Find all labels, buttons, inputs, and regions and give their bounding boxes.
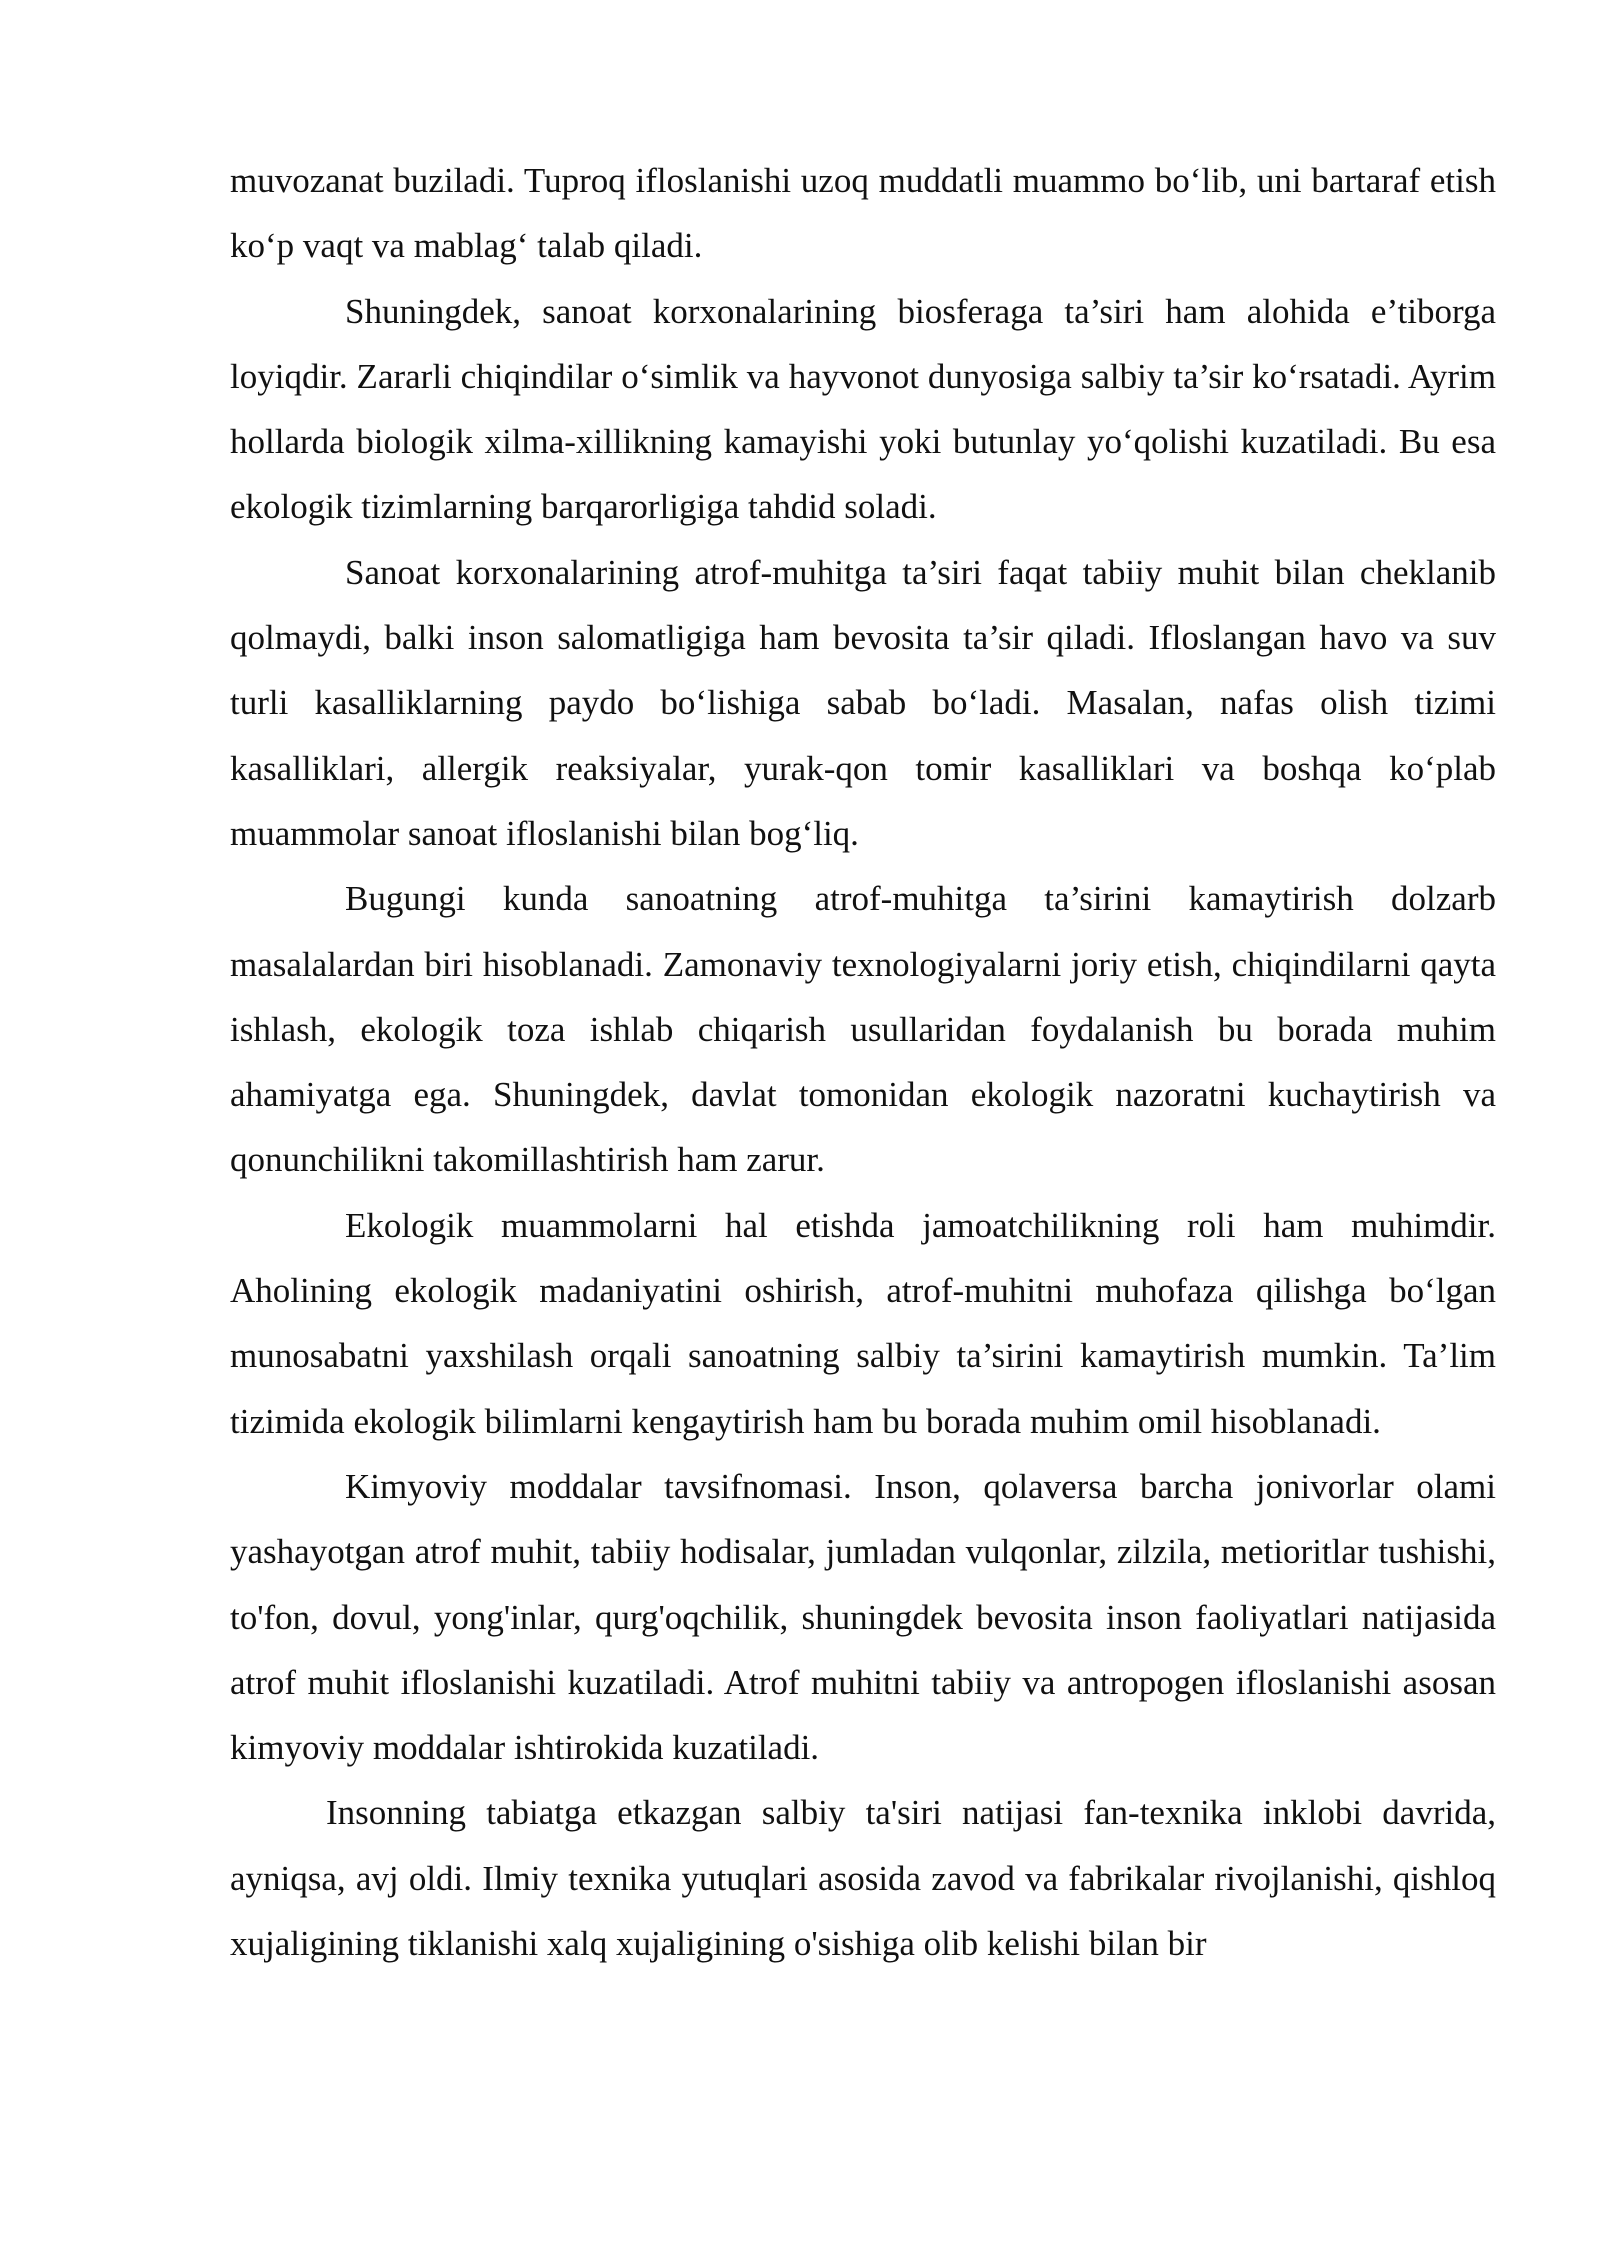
paragraph-1: muvozanat buziladi. Tuproq ifloslanishi uzoq muddatli muammo bo‘lib, uni bartaraf etish ko‘p vaqt va mablag‘ talab qiladi. (230, 161, 1496, 266)
document-body (230, 148, 1496, 1976)
paragraph-6: Kimyoviy moddalar tavsifnomasi. Inson, qolaversa barcha jonivorlar olami yashayotgan atrof muhit, tabiiy hodisalar, jumladan vulqonlar, zilzila, metioritlar tushishi, to'fon, dovul, yong'inlar, qurg'oqchilik, shuningdek bevosita inson faoliyatlari natijasida atrof muhit ifloslanishi kuzatiladi. Atrof muhitni tabiiy va antropogen ifloslanishi asosan kimyoviy moddalar ishtirokida kuzatiladi. (230, 1466, 1496, 1768)
paragraph-4: Bugungi kunda sanoatning atrof-muhitga ta’sirini kamaytirish dolzarb masalalardan biri hisoblanadi. Zamonaviy texnologiyalarni joriy etish, chiqindilarni qayta ishlash, ekologik toza ishlab chiqarish usullaridan foydalanish bu borada muhim ahamiyatga ega. Shuningdek, davlat tomonidan ekologik nazoratni kuchaytirish va qonunchilikni takomillashtirish ham zarur. (230, 879, 1496, 1180)
paragraph-5: Ekologik muammolarni hal etishda jamoatchilikning roli ham muhimdir. Aholining ekologik madaniyatini oshirish, atrof-muhitni muhofaza qilishga bo‘lgan munosabatni yaxshilash orqali sanoatning salbiy ta’sirini kamaytirish mumkin. Ta’lim tizimida ekologik bilimlarni kengaytirish ham bu borada muhim omil hisoblanadi. (230, 1205, 1496, 1441)
paragraph-2: Shuningdek, sanoat korxonalarining biosferaga ta’siri ham alohida e’tiborga loyiqdir. Zararli chiqindilar o‘simlik va hayvonot dunyosiga salbiy ta’sir ko‘rsatadi. Ayrim hollarda biologik xilma-xillikning kamayishi yoki butunlay yo‘qolishi kuzatiladi. Bu esa ekologik tizimlarning barqarorligiga tahdid soladi. (230, 291, 1496, 527)
paragraph-7: Insonning tabiatga etkazgan salbiy ta'siri natijasi fan-texnika inklobi davrida, ayniqsa, avj oldi. Ilmiy texnika yutuqlari asosida zavod va fabrikalar rivojlanishi, qishloq xujaligining tiklanishi xalq xujaligining o'sishiga olib kelishi bilan bir (230, 1793, 1496, 1964)
paragraph-3: Sanoat korxonalarining atrof-muhitga ta’siri faqat tabiiy muhit bilan cheklanib qolmaydi, balki inson salomatligiga ham bevosita ta’sir qiladi. Ifloslangan havo va suv turli kasalliklarning paydo bo‘lishiga sabab bo‘ladi. Masalan, nafas olish tizimi kasalliklari, allergik reaksiyalar, yurak-qon tomir kasalliklari va boshqa ko‘plab muammolar sanoat ifloslanishi bilan bog‘liq. (230, 552, 1496, 853)
